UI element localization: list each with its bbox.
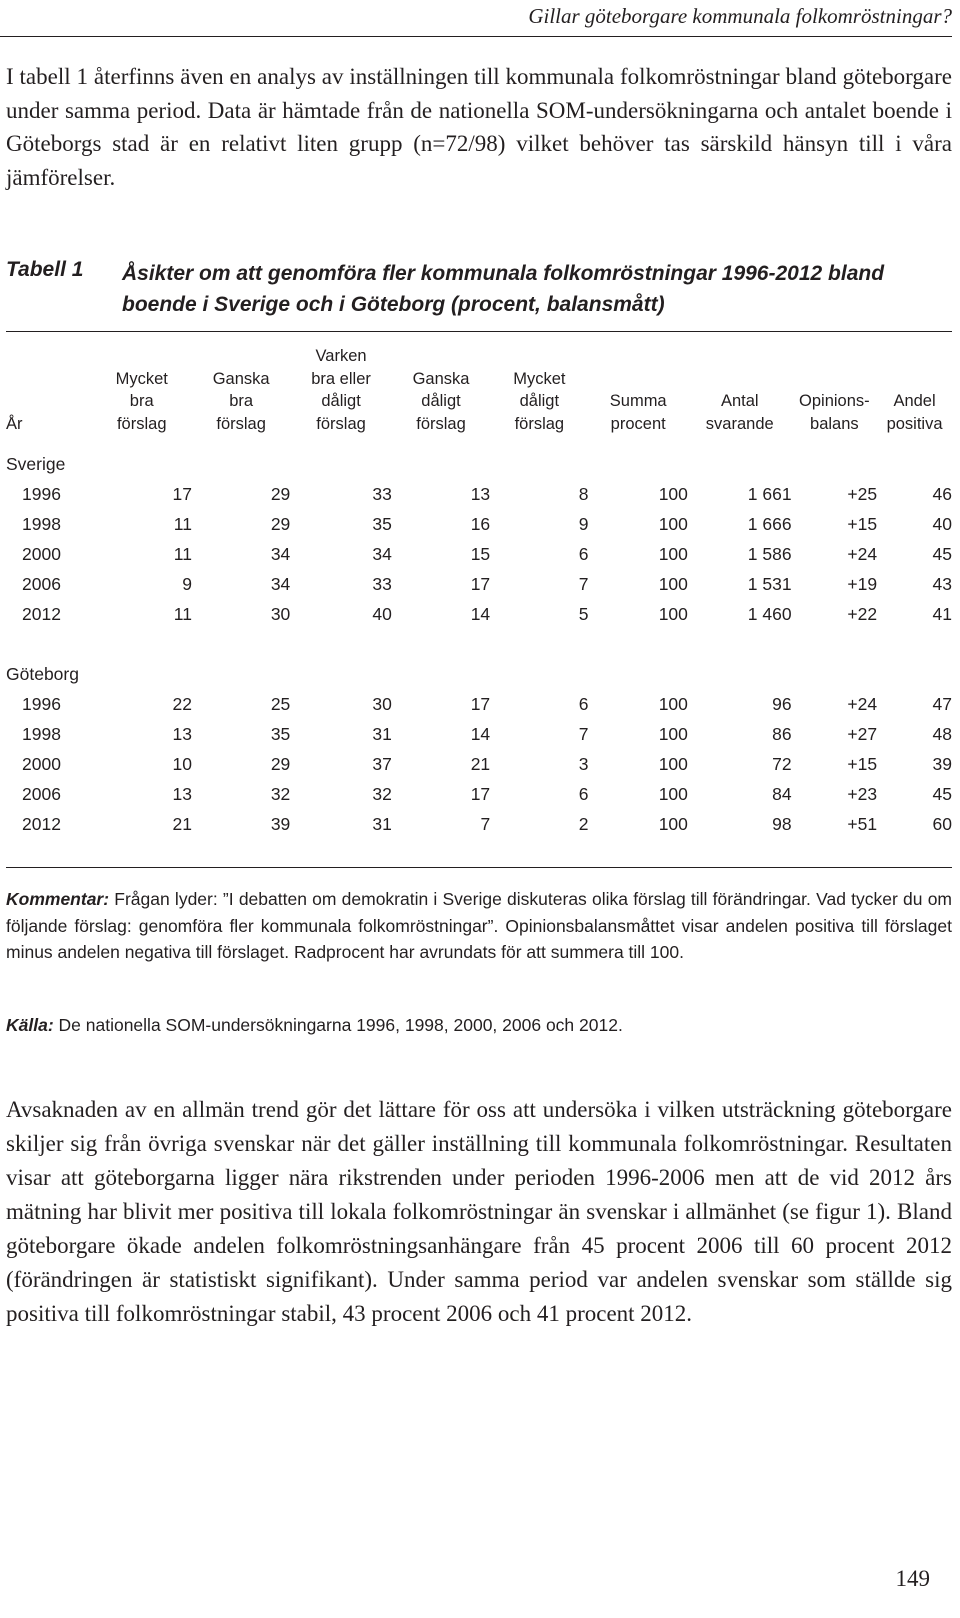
- value-cell: +51: [847, 813, 878, 834]
- value-cell: 11: [173, 603, 192, 624]
- column-header-line: Antal: [720, 392, 759, 410]
- value-cell: 7: [480, 813, 491, 834]
- value-cell: 45: [932, 543, 952, 564]
- value-cell: 96: [772, 693, 792, 714]
- column-header: [392, 337, 490, 435]
- column-header-line: Opinions-: [799, 392, 870, 410]
- value-cell: 100: [658, 813, 688, 834]
- column-header-line: År: [6, 414, 23, 433]
- value-cell: 10: [172, 753, 192, 774]
- year-cell: 2000: [22, 543, 61, 564]
- value-cell: 100: [658, 603, 688, 624]
- column-header-line: bra: [229, 392, 254, 410]
- table-row: [6, 719, 952, 749]
- table-header-row: [6, 337, 952, 435]
- value-cell: 39: [270, 813, 291, 834]
- value-cell: 17: [470, 693, 491, 714]
- value-cell: 21: [470, 753, 491, 774]
- value-cell: 46: [932, 483, 952, 504]
- group-row: [6, 659, 952, 689]
- value-cell: 13: [172, 783, 192, 804]
- value-cell: 14: [470, 603, 491, 624]
- column-header-line: bra: [129, 392, 154, 410]
- value-cell: 17: [470, 573, 491, 594]
- value-cell: 33: [372, 573, 392, 594]
- table-row: [6, 569, 952, 599]
- intro-paragraph: I tabell 1 återfinns även en analys av inställningen till kommunala folkomröstningar bland göteborgare under samma period. Data är hämtade från de nationella SOM-undersökningarna och antalet boende i Göteborgs stad är en relativt liten grupp (n=72/98) vilket behöver tas särskild hänsyn till i våra jämförelser.: [6, 64, 952, 190]
- value-cell: 1 666: [747, 513, 792, 534]
- value-cell: 31: [372, 723, 392, 744]
- value-cell: +24: [847, 543, 878, 564]
- value-cell: 35: [372, 513, 392, 534]
- source-lead: Källa:: [6, 1015, 54, 1035]
- value-cell: 100: [658, 513, 688, 534]
- body-paragraph: Avsaknaden av en allmän trend gör det lättare för oss att undersöka i vilken utsträckning göteborgare skiljer sig från övriga svenskar när det gäller inställning till kommunala folkomröstningar. Resultaten visar att göteborgarna ligger nära rikstrenden under perioden 1996-2006 men att de vid 2012 års mätning har blivit mer positiva till lokala folkomröstningar än svenskar i allmänhet (se figur 1). Bland göteborgare ökade andelen folkomröstningsanhängare från 45 procent 2006 till 60 procent 2012 (förändringen är statistiskt signifikant). Under samma period var andelen svenskar som ställde sig positiva till folkomröstningar stabil, 43 procent 2006 och 41 procent 2012.: [6, 1097, 952, 1326]
- source-text: De nationella SOM-undersökningarna 1996, 1998, 2000, 2006 och 2012.: [53, 1015, 623, 1035]
- value-cell: 30: [372, 693, 392, 714]
- value-cell: 30: [270, 603, 291, 624]
- column-header-line: förslag: [216, 414, 266, 433]
- table-row: [6, 749, 952, 779]
- column-header: [290, 337, 392, 435]
- value-cell: 72: [772, 753, 792, 774]
- value-cell: 86: [772, 723, 792, 744]
- statistics-table: [6, 337, 952, 839]
- column-header: [792, 337, 878, 435]
- value-cell: 17: [470, 783, 491, 804]
- value-cell: 32: [372, 783, 392, 804]
- value-cell: +25: [847, 483, 878, 504]
- value-cell: +23: [847, 783, 878, 804]
- value-cell: 40: [372, 603, 392, 624]
- value-cell: 1 586: [747, 543, 792, 564]
- value-cell: +15: [847, 753, 878, 774]
- value-cell: 47: [932, 693, 952, 714]
- value-cell: 48: [932, 723, 952, 744]
- value-cell: 100: [658, 543, 688, 564]
- year-cell: 1998: [22, 723, 61, 744]
- value-cell: 41: [932, 603, 952, 624]
- table-top-rule: [6, 331, 952, 332]
- value-cell: 43: [932, 573, 952, 594]
- table-row: [6, 539, 952, 569]
- value-cell: 1 460: [747, 603, 792, 624]
- value-cell: 34: [372, 543, 392, 564]
- year-cell: 2006: [22, 573, 61, 594]
- value-cell: 39: [932, 753, 952, 774]
- value-cell: 34: [270, 573, 291, 594]
- value-cell: +15: [847, 513, 878, 534]
- value-cell: 14: [470, 723, 491, 744]
- commentary-text: Frågan lyder: ”I debatten om demokratin i Sverige diskuteras olika förslag till förändringar. Vad tycker du om följande förslag: genomföra fler kommunala folkomröstningar”. Opinionsbalansmåttet visar andelen positiva till förslaget minus andelen negativa till förslaget. Radprocent har avrundats för att summera till 100.: [6, 889, 952, 962]
- column-header-line: Ganska: [212, 369, 270, 388]
- column-header-line: dåligt: [421, 392, 461, 410]
- column-header-line: Summa: [609, 392, 667, 410]
- value-cell: 33: [372, 483, 392, 504]
- column-header: [92, 337, 192, 435]
- value-cell: 1 661: [747, 483, 792, 504]
- column-header-line: Andel: [893, 392, 936, 410]
- value-cell: 11: [173, 543, 192, 564]
- group-row: [6, 449, 952, 479]
- value-cell: 17: [172, 483, 192, 504]
- column-header-line: förslag: [514, 414, 565, 433]
- value-cell: 6: [578, 543, 589, 564]
- column-header: [490, 337, 588, 435]
- value-cell: 1 531: [747, 573, 792, 594]
- column-header-line: svarande: [705, 414, 774, 433]
- running-header: [0, 0, 952, 37]
- value-cell: 34: [270, 543, 291, 564]
- value-cell: 100: [658, 723, 688, 744]
- column-header: [688, 337, 792, 435]
- value-cell: 45: [932, 783, 952, 804]
- value-cell: 29: [270, 513, 291, 534]
- table-source: [6, 1012, 952, 1038]
- value-cell: 100: [658, 573, 688, 594]
- table-bottom-rule: [6, 867, 952, 868]
- value-cell: 100: [658, 483, 688, 504]
- column-header-line: Ganska: [412, 369, 470, 388]
- value-cell: 40: [932, 513, 952, 534]
- value-cell: 16: [470, 513, 491, 534]
- column-header-line: procent: [610, 414, 666, 433]
- year-cell: 2012: [22, 603, 61, 624]
- value-cell: 100: [658, 783, 688, 804]
- year-cell: 2012: [22, 813, 61, 834]
- value-cell: 31: [372, 813, 392, 834]
- column-header-line: förslag: [416, 414, 466, 433]
- value-cell: 11: [173, 513, 192, 534]
- value-cell: +22: [847, 603, 878, 624]
- value-cell: 13: [470, 483, 491, 504]
- column-header: [589, 337, 688, 435]
- value-cell: 98: [772, 813, 792, 834]
- value-cell: 29: [270, 753, 291, 774]
- table-row: [6, 809, 952, 839]
- value-cell: 13: [172, 723, 192, 744]
- value-cell: 2: [578, 813, 589, 834]
- value-cell: 6: [578, 693, 589, 714]
- column-header-line: dåligt: [321, 392, 361, 410]
- value-cell: 9: [182, 573, 192, 594]
- value-cell: 9: [578, 513, 589, 534]
- value-cell: +19: [847, 573, 878, 594]
- year-cell: 2006: [22, 783, 61, 804]
- value-cell: 100: [658, 753, 688, 774]
- column-header-line: balans: [810, 414, 859, 433]
- table-header: [6, 337, 952, 435]
- value-cell: 7: [578, 723, 589, 744]
- table-row: [6, 509, 952, 539]
- value-cell: 22: [172, 693, 192, 714]
- value-cell: 35: [270, 723, 291, 744]
- value-cell: 60: [932, 813, 952, 834]
- group-label: Göteborg: [6, 663, 79, 684]
- commentary-lead: Kommentar:: [6, 889, 110, 909]
- table-row: [6, 779, 952, 809]
- column-header-line: Mycket: [513, 369, 566, 388]
- group-label: Sverige: [6, 453, 66, 474]
- column-header-line: förslag: [116, 414, 167, 433]
- year-cell: 1996: [22, 483, 61, 504]
- value-cell: 37: [372, 753, 392, 774]
- column-header-line: Varken: [315, 347, 367, 365]
- running-header-title: Gillar göteborgare kommunala folkomröstningar?: [528, 4, 952, 28]
- value-cell: 15: [470, 543, 491, 564]
- table-title: Åsikter om att genomföra fler kommunala folkomröstningar 1996-2012 bland boende i Sverige och i Göteborg (procent, balansmått): [122, 262, 885, 316]
- column-header-line: positiva: [886, 414, 943, 433]
- value-cell: 21: [172, 813, 192, 834]
- table-label: Tabell 1: [6, 258, 84, 281]
- value-cell: 25: [270, 693, 291, 714]
- value-cell: 100: [658, 693, 688, 714]
- value-cell: 29: [270, 483, 291, 504]
- column-header-line: dåligt: [519, 392, 560, 410]
- value-cell: 6: [578, 783, 589, 804]
- table-body: [6, 435, 952, 839]
- value-cell: 8: [578, 483, 589, 504]
- table-row: [6, 689, 952, 719]
- value-cell: +27: [847, 723, 878, 744]
- table-row: [6, 479, 952, 509]
- value-cell: 84: [772, 783, 792, 804]
- column-header: [6, 337, 92, 435]
- column-header-line: Mycket: [115, 369, 168, 388]
- year-cell: 1996: [22, 693, 61, 714]
- table-commentary: [6, 886, 952, 966]
- column-header: [192, 337, 290, 435]
- value-cell: 5: [578, 603, 589, 624]
- year-cell: 2000: [22, 753, 61, 774]
- value-cell: 3: [578, 753, 589, 774]
- value-cell: 7: [578, 573, 589, 594]
- value-cell: +24: [847, 693, 878, 714]
- column-header-line: bra eller: [311, 369, 371, 388]
- value-cell: 32: [270, 783, 291, 804]
- column-header: [877, 337, 952, 435]
- table-row: [6, 599, 952, 629]
- page-number: 149: [895, 1566, 930, 1591]
- column-header-line: förslag: [316, 414, 366, 433]
- year-cell: 1998: [22, 513, 61, 534]
